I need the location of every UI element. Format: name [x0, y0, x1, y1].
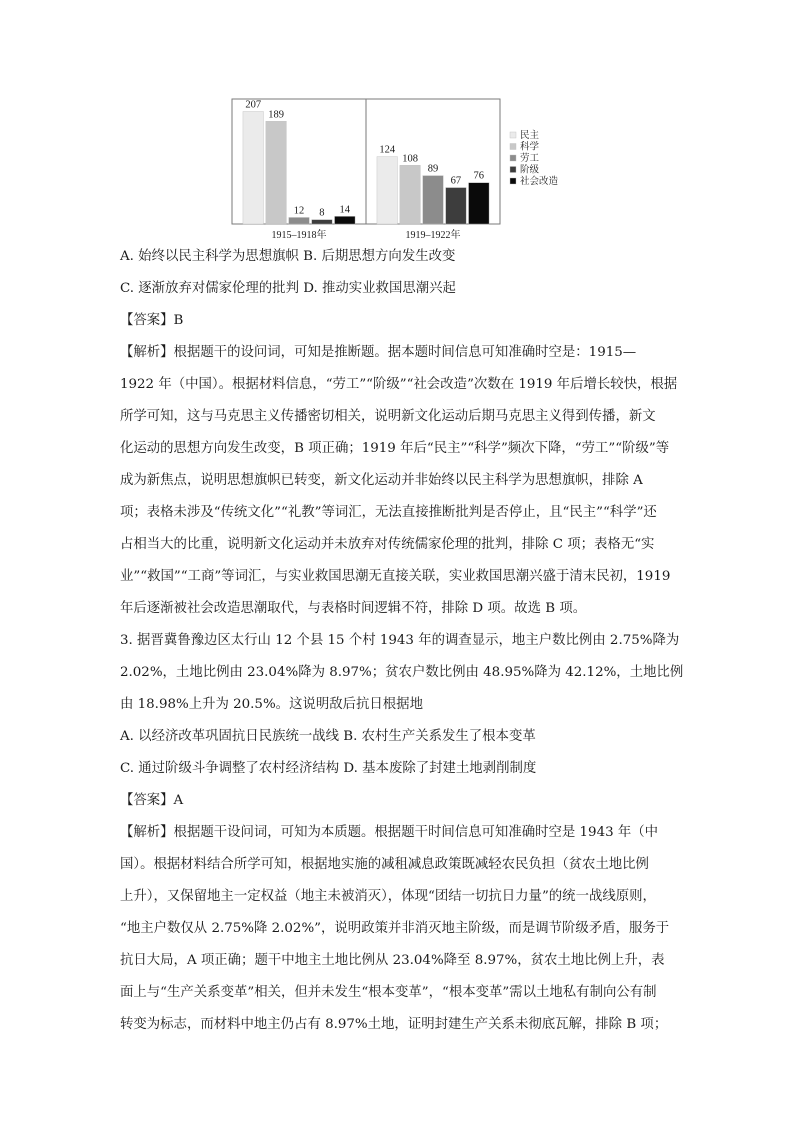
data-label: 12 — [293, 205, 305, 217]
analysis-line: 所学可知，这与马克思主义传播密切相关，说明新文化运动后期马克思主义得到传播，新文 — [120, 409, 656, 424]
analysis-line: 抗日大局，A 项正确；题干中地主土地比例从 23.04%降至 8.97%，贫农土地比例上升，表 — [120, 953, 665, 968]
analysis-line: 国）。根据材料结合所学可知，根据地实施的减租减息政策既减轻农民负担（贫农土地比例 — [120, 857, 649, 872]
legend-label: 社会改造 — [520, 177, 559, 187]
analysis-line: 转变为标志，而材料中地主仍占有 8.97%土地，证明封建生产关系未彻底瓦解，排除 B 项； — [120, 1017, 668, 1032]
legend-swatch — [510, 155, 516, 161]
bar — [312, 220, 333, 224]
analysis-line: 【解析】根据题干的设问词，可知是推断题。据本题时间信息可知准确时空是：1915— — [120, 345, 637, 360]
bar — [377, 157, 398, 224]
bar — [469, 183, 490, 224]
analysis-line: 【解析】根据题干设问词，可知为本质题。根据题干时间信息可知准确时空是 1943 年（中 — [120, 825, 659, 840]
analysis-line: 占相当大的比重，说明新文化运动并未放弃对传统儒家伦理的批判，排除 C 项；表格无“实 — [120, 537, 655, 552]
data-label: 89 — [427, 163, 439, 175]
analysis-line: 年后逐渐被社会改造思潮取代，与表格时间逻辑不符，排除 D 项。故选 B 项。 — [120, 601, 587, 616]
answer-label: 【答案】A — [120, 793, 184, 808]
data-label: 108 — [402, 153, 418, 165]
data-label: 189 — [268, 109, 284, 121]
chart-ticks — [272, 228, 461, 241]
question-3-stem: 2.02%，土地比例由 23.04%降为 8.97%；贫农户数比例由 48.95%降为 42.12%，土地比例 — [120, 665, 684, 680]
data-label: 14 — [339, 204, 351, 216]
data-label: 124 — [379, 144, 396, 156]
bar — [266, 121, 287, 224]
legend-label: 科学 — [520, 142, 540, 153]
bar — [335, 216, 356, 224]
legend-swatch — [510, 167, 516, 173]
bar — [243, 112, 264, 225]
data-label: 67 — [450, 175, 462, 187]
legend-swatch — [510, 132, 516, 138]
analysis-line: 业”“救国”“工商”等词汇，与实业救国思潮无直接关联，实业救国思潮兴盛于清末民初，1919 — [120, 569, 671, 584]
data-label: 207 — [245, 99, 262, 111]
option-line-ab: A. 以经济改革巩固抗日民族统一战线 B. 农村生产关系发生了根本变革 — [120, 729, 536, 744]
data-label: 8 — [319, 207, 325, 219]
bar-chart — [228, 94, 600, 244]
legend-label: 阶级 — [520, 165, 540, 176]
chart-legend — [510, 129, 559, 187]
answer-label: 【答案】B — [120, 313, 184, 328]
analysis-line: 项；表格未涉及“传统文化”“礼教”等词汇，无法直接推断批判是否停止，且“民主”“科学”还 — [120, 505, 657, 520]
legend-swatch — [510, 144, 516, 150]
bar — [289, 217, 310, 224]
x-tick-label: 1919–1922年 — [405, 230, 461, 241]
question-3-stem: 3. 据晋冀鲁豫边区太行山 12 个县 15 个村 1943 年的调查显示，地主户数比例由 2.75%降为 — [120, 633, 680, 648]
legend-label: 劳工 — [520, 154, 540, 164]
analysis-line: “地主户数仅从 2.75%降 2.02%”，说明政策并非消灭地主阶级，而是调节阶级矛盾，服务于 — [120, 921, 670, 936]
option-line-cd: C. 通过阶级斗争调整了农村经济结构 D. 基本废除了封建土地剥削制度 — [120, 761, 537, 776]
analysis-line: 化运动的思想方向发生改变，B 项正确；1919 年后“民主”“科学”频次下降，“劳工”“阶级”等 — [120, 441, 670, 456]
data-label: 76 — [473, 170, 485, 182]
bar — [400, 165, 421, 224]
legend-swatch — [510, 178, 516, 184]
analysis-line: 成为新焦点，说明思想旗帜已转变，新文化运动并非始终以民主科学为思想旗帜，排除 A — [120, 473, 643, 488]
x-tick-label: 1915–1918年 — [271, 230, 327, 241]
bar — [446, 188, 467, 224]
analysis-line: 面上与“生产关系变革”相关，但并未发生“根本变革”，“根本变革”需以土地私有制向公有制 — [120, 985, 657, 1000]
legend-label: 民主 — [520, 131, 540, 141]
analysis-line: 1922 年（中国）。根据材料信息，“劳工”“阶级”“社会改造”次数在 1919 年后增长较快，根据 — [120, 377, 678, 392]
analysis-line: 上升），又保留地主一定权益（地主未被消灭），体现“团结一切抗日力量”的统一战线原则， — [120, 889, 656, 904]
bar — [423, 176, 444, 224]
option-line-ab: A. 始终以民主科学为思想旗帜 B. 后期思想方向发生改变 — [120, 249, 456, 264]
question-3-stem: 由 18.98%上升为 20.5%。这说明敌后抗日根据地 — [120, 697, 423, 712]
option-line-cd: C. 逐渐放弃对儒家伦理的批判 D. 推动实业救国思潮兴起 — [120, 281, 456, 296]
